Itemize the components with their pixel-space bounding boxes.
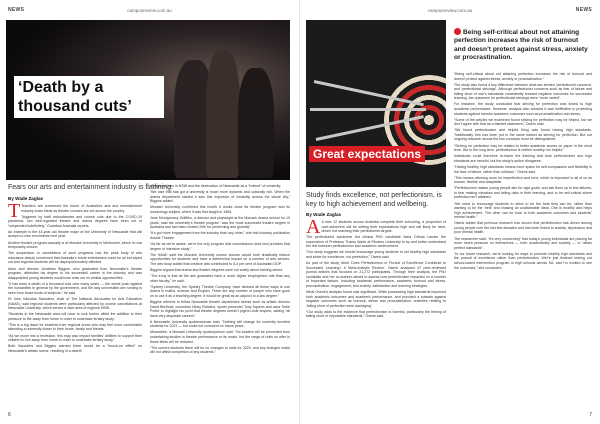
paragraph: “We found perfectionism and helpful thing was found having high standards. Traditionally, this has been put in the same basket as striving for perfection. But our ongoing research shows the two concepts must be distinguished. xyxy=(454,128,592,142)
paragraph: “Some of the articles we examined found striving for perfection may be helpful, but we don’t agree with that as a blanket statement,” Osenk said. xyxy=(454,117,592,127)
drop-cap: T xyxy=(8,204,21,222)
paragraph: The researcher said, “It’s very concerning” that today’s young individuals are placing far more harsh pressure on themselves — both academically and socially — to “attain perfect standards”. xyxy=(454,236,592,250)
page-number: 6 xyxy=(8,412,11,418)
right-topbar xyxy=(308,6,592,18)
paragraph: “Perfectionism makes young people aim for rigid goals, and ask them up to few failures, to fear making mistakes and failing risks in their learning, and to be self-critical where perfection isn’t attained. xyxy=(454,186,592,200)
paragraph: “Being self-critical about not attaining perfection increases the risk of burnout and doesn’t protect against stress, anxiety or procrastination.” xyxy=(454,72,592,81)
paragraph: “Our study suggests we should encourage young students to set healthy high standards and strive for excellence, not perfection,” Osenk said. xyxy=(306,250,446,260)
paragraph: Monash University confirmed this month it would close its theatre program and its musicology subject, which it was first taught in 1965. xyxy=(150,205,290,214)
pull-quote-text: Being self-critical about not attaining perfection increases the risk of burnout and doesn’t protect against stress, anxiety or procrastination. xyxy=(454,29,588,62)
right-body-column-2 xyxy=(454,72,592,412)
standfirst: Study finds excellence, not perfectionism, is key to high achievement and wellbeing. xyxy=(306,192,442,208)
site-url: campusreview.com.au xyxy=(427,8,473,13)
dart-icon xyxy=(310,108,426,111)
paragraph: Biggins argued that drama and theatre degrees were not solely about training actors. xyxy=(150,267,284,272)
paragraph: “Having healthy, high standards means more space for self-compassion and flexibility in the face of failure, rather than criticism,” Osenk said. xyxy=(454,165,592,174)
section-label: NEWS xyxy=(8,7,25,13)
headline-line-1: ‘Death by a xyxy=(18,79,104,96)
paragraph: Jane Montgomery Griffiths, a director and playwright at the Monash drama school for 19 years, said the university’s theatre program “was the most successful theatre degree in Australia and had been ranked 20th for performing arts globally”. xyxy=(150,216,290,230)
paragraph: The NAAE said the Monash University course closure would both drastically reduce opportunities for students and have a detrimental impact on a number of arts sectors. The arts body added that creative arts contributed to 6.4 per cent of Australian GDP. xyxy=(150,252,290,266)
body-column-2 xyxy=(150,184,290,416)
paragraph: Meanwhile, a Monash University spokesperson said: “No student will be prevented from undertaking studies in theatre performance or its music, but the range of units on offer in these fields will be reduced. xyxy=(150,330,290,344)
article-headline xyxy=(14,76,164,118)
paragraph: “We lose that has got a university is much more dynamic and culturally rich. When the drama department started it saw this explosion of creativity across the whole city,” Biggins added. xyxy=(150,190,290,204)
paragraph: “The irony is that all the arts graduates have a much higher employment rate than any other faculty,” he said. xyxy=(150,274,290,283)
paragraph: “As far as we’re aware, we’re the only program that commissions work and provides that degree of intensive study.” xyxy=(150,241,290,251)
quote-bullet-icon xyxy=(454,28,461,35)
paragraph: “This is a big issue for students from regional areas who may feel more comfortable attending a university closer to their home, family and friends. xyxy=(8,322,142,332)
paragraph: “This means allowing room for imperfection and error, which is important to all of us as human, flexible and adaptable. xyxy=(454,175,592,185)
paragraph: The study also found a key difference between what are termed ‘perfectionist concerns’ and ‘perfectionist strivings’. Although perfectionist concerns such as fear of failure and falling short of one’s standards consistently showed negative outcomes for successful learning, the outcomes for perfectionist strivings were “more varied”. xyxy=(454,82,592,101)
paragraph: What Osenk’s analysis found was significant. While possessing high standards improved both academic outcomes and academic performance, and provided a bulwark against negative outcomes such as burnout, stress and procrastination, anxieties relating to ‘falling short of perfection were damaging’. xyxy=(306,290,446,308)
left-topbar xyxy=(8,6,291,18)
paragraph: Osenk added that previous research has shown that perfectionism has driven among young people over the last few decades and has been linked to anxiety, depression and poor mental health. xyxy=(454,221,592,235)
paragraph: “Our study adds to the evidence that perfectionism is harmful, particularly the feeling of falling short of impossible standards,” Osenk said. xyxy=(306,309,446,319)
paragraph: “As we move into a recession, this may also impact families’ abilities to support their children to live away from home in order to undertake tertiary study.” xyxy=(8,333,142,343)
standfirst: Fears our arts and entertainment industry is flatlining. xyxy=(8,184,173,191)
paragraph: A Newcastle University spokeswoman said, “Nothing will change for currently enrolled students for 2021 — but could not comment on future years. xyxy=(150,319,290,329)
paragraph: As part of the study, titled ‘Does Perfectionism or Pursuit of Excellence Contribute to Successful Learning? A Meta-Analytic Review’, Osenk analysed 47 peer-reviewed journal articles that focused on 21,272 participants. Through their analysis, the PhD candidate and her co-authors aimed to assess how perfectionism impacted on a number of important factors, including academic performance, academic burnout and stress, procrastination, engagement, test anxiety, satisfaction and learning strategies. xyxy=(306,261,446,288)
paragraph: “The current students there will be no changes to units for 2020, and any changes made will not affect completion of any students.” xyxy=(150,345,290,355)
paragraph: “Sydney University, the Sydney Theatre Company, have devised all these ways to use drama in maths, science and English. There are any number of people who have gone on to use it as a teaching degree. It would be great as an adjunct to a law degree.” xyxy=(150,284,290,298)
paragraph: For instance, the study concluded that striving for perfection was linked to high academic performance. However, analysis also showed it was ineffective in protecting students against harmful academic outcomes such as procrastination and stress. xyxy=(454,102,592,116)
paragraph: A new 12 students across Australia complete their schooling, a proportion of over-achievers will be setting their expectations high and will likely be hard-driven not reaching their perfectionist targets. xyxy=(321,220,446,234)
section-label: NEWS xyxy=(575,7,592,13)
paragraph: “Students in the Newcastle area will have to look further afield the addition to their pressure to the away from home in order to undertake tertiary study. xyxy=(8,312,142,321)
drop-cap: A xyxy=(306,220,321,238)
paragraph: Biggins referred to fellow Newcastle theatre department alumni such as artistic director David Berthold, comedian Hilary Robbins, sports presenter Tony Squires and actor Sorie Porter to highlight his point that theatre degrees needn’t pigeon-hole anyone, adding “all have very disparate careers”. xyxy=(150,299,290,318)
paragraph: of regional jobs in NSW and the destruction of Newcastle as a “hotbed” of creativity. xyxy=(150,184,282,188)
theatre-hero-image xyxy=(6,20,290,180)
right-body-column-1 xyxy=(306,220,446,412)
paragraph: The suspension or cancellation of such programs has the peak body of arts educators deeply concerned that Australia’s future entertainers could be all but wiped out and regional students will be disproportionately affected. xyxy=(8,251,142,265)
body-column-1 xyxy=(8,204,142,416)
paragraph: Actor and director Jonathan Biggins, who graduated from Newcastle’s theatre program, attributes his degree to his successful career in the industry and was disappointed young students would now miss out on similar opportunities. xyxy=(8,266,142,280)
paragraph: “It’s got more engagement from the industry than any other,” she told Industry publication Aussie Theatre. xyxy=(150,231,290,240)
paragraph: An example is the 44-year-old theatre major at the University of Newcastle that will accept no new enrolments next year. xyxy=(8,229,142,239)
performer-figure xyxy=(206,50,240,178)
paragraph: Individuals could therefore re-frame the thinking that both perfectionism and high standards are harmful, but the study’s author disagrees. xyxy=(454,154,592,163)
paragraph: “It has been a death of a thousand cuts over many years — the whole push against the humanities in general by the government, and the way universities are running is seen from those kinds of subjects,” he said. xyxy=(8,281,142,295)
page-number: 7 xyxy=(589,412,592,418)
site-url: campusreview.com.au xyxy=(127,8,172,13)
article-headline: Great expectations xyxy=(309,146,425,162)
paragraph: Another theatre program casualty is at Monash University in Melbourne, which is now temporarily closed. xyxy=(8,240,142,250)
darts-hero-image xyxy=(306,20,446,187)
headline-line-2: thousand cuts’ xyxy=(18,98,132,115)
performer-figure xyxy=(238,68,274,178)
paragraph: “We need to encourage students to strive to be the best they can be, rather than wanting to be the ‘best’ and chasing an unattainable ideal. One is healthy and helps high achievement. The other can be toxic to both academic outcomes and students’ mental health.” xyxy=(454,201,592,220)
paragraph: Both Saunders and Biggins warned there would be a “knock-on effect” on Newcastle’s artistic scene, resulting in a dearth xyxy=(8,344,142,353)
paragraph: Dr John Nicholas Saunders, chair of The National Advocates for Arts Education (NAAE), said regional students were particularly affected by course cancellations at Newcastle University, which serves a wide area of regional NSW. xyxy=(8,297,142,311)
paragraph: The perfectionist syndrome led clinical PhD candidate Ilana Orinda Lander the supervision of Professor Tracey Wade at Flinders University to try and better understand the link between perfectionism and academic achievement. xyxy=(306,235,446,249)
byline: By Wade Zaglas xyxy=(306,212,342,217)
paragraph: Triggered by staff redundancies and course cuts due to the COVID-19 pandemic, two well-regarded theatre and drama degrees have been cut or “suspended indefinitely,” Guardian Australia reports. xyxy=(8,214,142,228)
pull-quote xyxy=(454,28,590,63)
paragraph: “In our future research, we’re looking for ways to promote healthy high standards and the pursuit of excellence rather than perfectionism. We’re just finished testing our school-based intervention program in high schools across SA, and I’m excited to see the outcomes,” she concluded. xyxy=(454,251,592,270)
paragraph: Teachers are concerned the future of Australia’s arts and entertainment industry looks bleak as theatre courses are cut across the country. xyxy=(21,204,142,213)
byline: By Wade Zaglas xyxy=(8,196,44,201)
paragraph: “Striving for perfection may be related to better academic scores on paper in the short term. But in the long term, perfectionism is neither healthy nor helpful.” xyxy=(454,143,592,153)
